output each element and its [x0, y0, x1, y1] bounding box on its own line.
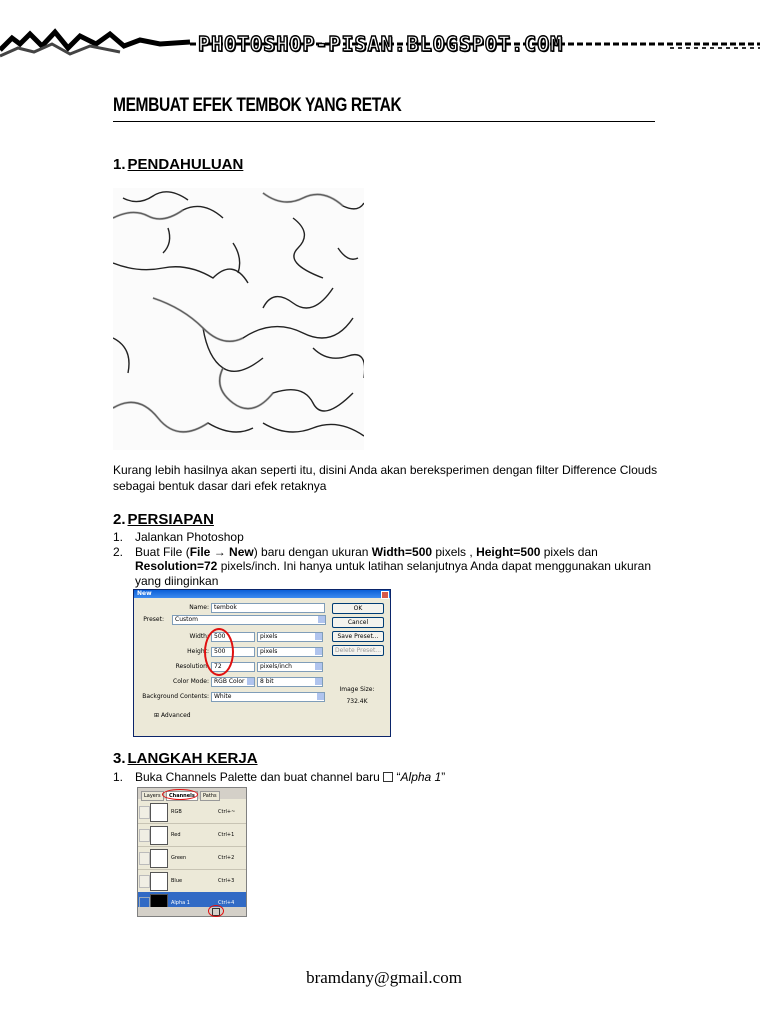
- channel-shortcut: Ctrl+~: [218, 809, 236, 815]
- height-field[interactable]: 500: [211, 647, 255, 657]
- list-item: [113, 530, 673, 545]
- save-preset-button[interactable]: Save Preset...: [332, 631, 384, 642]
- page-title: MEMBUAT EFEK TEMBOK YANG RETAK: [113, 95, 402, 116]
- background-label: Background Contents:: [142, 693, 209, 700]
- background-select[interactable]: White: [211, 692, 325, 702]
- channel-thumbnail: [150, 872, 168, 891]
- visibility-icon[interactable]: [139, 875, 150, 888]
- image-size-value: 732.4K: [346, 698, 368, 705]
- list-text: Jalankan Photoshop: [135, 530, 244, 544]
- list-text: Buat File (File → New) baru dengan ukuran Width=500 pixels , Height=500 pixels dan Resolution=72 pixels/inch. Ini hanya untuk latihan selanjutnya Anda dapat menggunakan ukuran yang diinginkan: [135, 544, 651, 588]
- tab-paths[interactable]: Paths: [200, 791, 220, 801]
- list-item: [113, 770, 673, 785]
- channel-thumbnail: [150, 849, 168, 868]
- delete-preset-button[interactable]: Delete Preset...: [332, 645, 384, 656]
- channel-thumbnail: [150, 803, 168, 822]
- section-heading-1: [113, 156, 243, 173]
- channel-name: Red: [171, 832, 181, 838]
- highlight-circle: [162, 789, 198, 800]
- preset-select[interactable]: Custom: [172, 615, 326, 625]
- name-field[interactable]: tembok: [211, 603, 325, 613]
- intro-paragraph: Kurang lebih hasilnya akan seperti itu, disini Anda akan bereksperimen dengan filter Difference Clouds sebagai bentuk dasar dari efek retaknya: [113, 463, 658, 493]
- bit-depth-select[interactable]: 8 bit: [257, 677, 323, 687]
- visibility-icon[interactable]: [139, 852, 150, 865]
- channel-shortcut: Ctrl+1: [218, 832, 235, 838]
- new-file-dialog: [133, 589, 391, 737]
- list-text: Buka Channels Palette dan buat channel baru “Alpha 1”: [135, 770, 446, 784]
- channel-name: Alpha 1: [171, 900, 190, 906]
- name-label: Name:: [189, 604, 209, 611]
- prep-list: [113, 530, 673, 588]
- resolution-label: Resolution:: [175, 663, 209, 670]
- palette-footer: [138, 907, 246, 916]
- list-number: 1.: [113, 770, 124, 784]
- advanced-toggle[interactable]: ⊞ Advanced: [154, 712, 191, 719]
- section-heading-3: [113, 750, 258, 767]
- section-label: PERSIAPAN: [127, 511, 214, 528]
- tab-layers[interactable]: Layers: [141, 791, 164, 801]
- list-number: 2.: [113, 544, 124, 559]
- dialog-titlebar: New: [134, 590, 390, 598]
- cracked-wall-image: [113, 188, 364, 450]
- footer-email: bramdany@gmail.com: [306, 968, 462, 987]
- section-label: LANGKAH KERJA: [127, 750, 258, 767]
- list-item: [113, 545, 673, 589]
- new-channel-icon: [383, 772, 393, 782]
- channel-name: Green: [171, 855, 187, 861]
- preset-label: Preset:: [143, 616, 164, 623]
- title-divider: [113, 121, 655, 122]
- visibility-icon[interactable]: [139, 829, 150, 842]
- visibility-icon[interactable]: [139, 806, 150, 819]
- channel-name: Blue: [171, 878, 183, 884]
- channel-row[interactable]: [138, 847, 246, 870]
- close-icon[interactable]: [381, 591, 389, 599]
- channel-shortcut: Ctrl+4: [218, 900, 235, 906]
- section-heading-2: [113, 511, 214, 528]
- highlight-circle: [208, 905, 224, 917]
- channel-name: RGB: [171, 809, 182, 815]
- site-banner-text: PHOTOSHOP-PISAN.BLOGSPOT.COM: [198, 32, 564, 56]
- highlight-circle: [204, 628, 234, 676]
- tab-channels[interactable]: Channels: [166, 791, 198, 801]
- width-label: Width:: [189, 633, 209, 640]
- list-number: 1.: [113, 530, 124, 544]
- channel-shortcut: Ctrl+3: [218, 878, 235, 884]
- cancel-button[interactable]: Cancel: [332, 617, 384, 628]
- channels-palette: [137, 787, 247, 917]
- ok-button[interactable]: OK: [332, 603, 384, 614]
- height-unit-select[interactable]: pixels: [257, 647, 323, 657]
- image-size-label: Image Size:: [339, 686, 375, 693]
- channel-row[interactable]: [138, 870, 246, 893]
- palette-tabs: [138, 788, 246, 799]
- resolution-unit-select[interactable]: pixels/inch: [257, 662, 323, 672]
- resolution-field[interactable]: 72: [211, 662, 255, 672]
- width-field[interactable]: 500: [211, 632, 255, 642]
- channel-row[interactable]: [138, 824, 246, 847]
- section-number: 1.: [113, 156, 126, 173]
- height-label: Height:: [187, 648, 209, 655]
- steps-list: [113, 770, 673, 785]
- channel-row[interactable]: [138, 801, 246, 824]
- color-mode-label: Color Mode:: [173, 678, 209, 685]
- width-unit-select[interactable]: pixels: [257, 632, 323, 642]
- color-mode-select[interactable]: RGB Color: [211, 677, 255, 687]
- channel-shortcut: Ctrl+2: [218, 855, 235, 861]
- section-label: PENDAHULUAN: [127, 156, 244, 173]
- section-number: 2.: [113, 511, 126, 528]
- channel-thumbnail: [150, 826, 168, 845]
- section-number: 3.: [113, 750, 126, 767]
